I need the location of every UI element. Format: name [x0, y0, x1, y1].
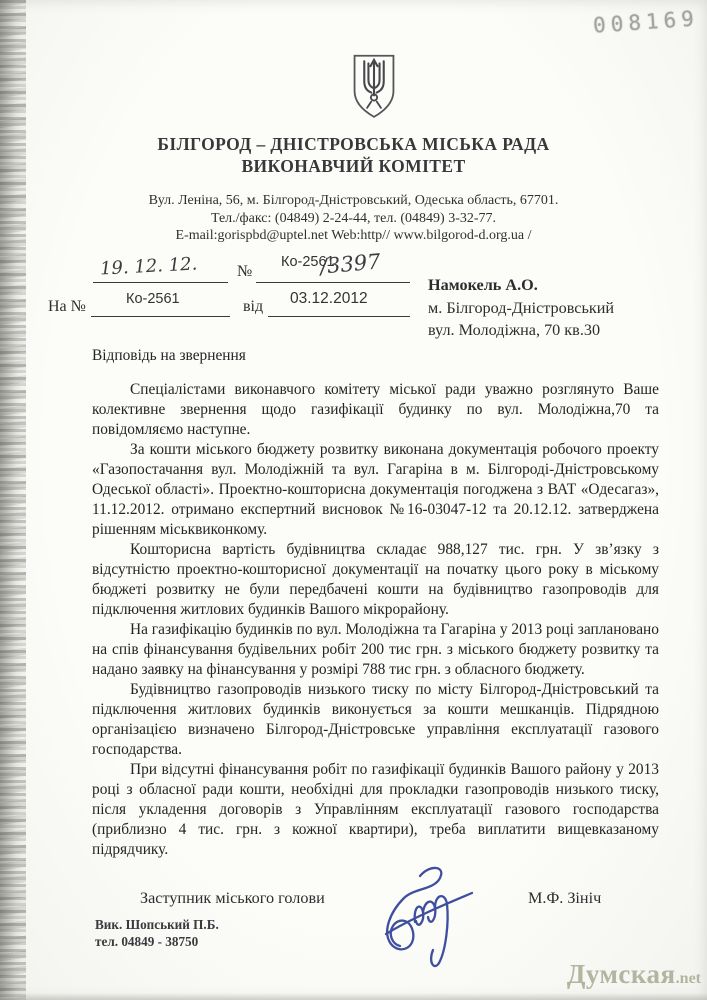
signer-name: М.Ф. Зініч [528, 889, 602, 907]
address-block [0, 192, 707, 245]
scan-edge-bottom [0, 993, 707, 1000]
executor-block [95, 916, 219, 950]
reference-block [0, 250, 420, 330]
organization-header [0, 133, 707, 177]
outgoing-number-typed: Ко-2561 [281, 254, 335, 270]
outgoing-number-underline [256, 282, 410, 283]
letter-subject: Відповідь на звернення [92, 347, 246, 364]
registration-stamp-number: 008169 [592, 6, 700, 38]
recipient-name: Намокель А.О. [428, 276, 538, 294]
recipient-street: вул. Молодіжна, 70 кв.30 [428, 321, 601, 339]
outgoing-date-handwritten: 19. 12. 12. [99, 253, 198, 280]
handwritten-signature [358, 860, 483, 968]
incoming-date-underline [268, 316, 410, 317]
watermark-main-text: Думская [566, 959, 676, 989]
phone-line: Тел./факс: (04849) 2-24-44, тел. (04849) 3-32-77. [210, 210, 497, 226]
body-paragraph: На газифікацію будинків по вул. Молодіжна та Гагаріна у 2013 році заплановано на спів фінансування будівельних робіт 200 тис грн. з міського бюджету розвитку та надано заявку на фінансування у розмірі 788 тис грн. з обласного бюджету. [92, 621, 659, 678]
dumskaya-watermark [567, 959, 701, 990]
recipient-city: м. Білгород-Дністровський [428, 298, 615, 317]
signer-position: Заступник міського голови [140, 889, 325, 907]
outgoing-number-handwritten: /3397 [319, 249, 382, 279]
organization-name: БІЛГОРОД – ДНІСТРОВСЬКА МІСЬКА РАДА [157, 134, 550, 154]
number-sign-label: № [237, 263, 253, 280]
vid-label: від [243, 298, 264, 315]
recipient-block [428, 274, 614, 342]
body-paragraph: Будівництво газопроводів низького тиску по місту Білгород-Дністровський та підключення житлових будинків виконується за кошти мешканців. Підрядною організацією визначено Білгород-Дністровське управління експлуатації газового господарства. [92, 681, 659, 758]
ukraine-trident-emblem-icon [349, 52, 399, 122]
body-paragraph: Кошторисна вартість будівництва складає 988,127 тис. грн. У зв’язку з відсутністю проектно-кошторисної документації на початку цього року в міському бюджеті розвитку не були передбачені кошти на будівництво газопроводів для підключення житлових будинків Вашого мікрорайону. [92, 541, 659, 618]
incoming-number-label: На № [48, 298, 86, 315]
incoming-date-typed: 03.12.2012 [290, 290, 368, 307]
body-paragraph: При відсутні фінансування робіт по газифікації будинків Вашого району у 2013 році з обласної ради кошти, необхідні для прокладки газопроводів низького тиску, після укладення договорів з Управлінням експлуатації газового господарства (приблизно 4 тис. грн. з кожної квартири), треба виплатити вищевказаному підрядчику. [92, 761, 659, 858]
letter-body [92, 346, 659, 860]
body-paragraph: Спеціалістами виконавчого комітету міської ради уважно розглянуто Ваше колективне звернення щодо газифікації будинку по вул. Молодіжна,70 та повідомляємо наступне. [92, 381, 659, 438]
incoming-number-underline [91, 316, 230, 317]
contacts-line: E-mail:gorispbd@uptel.net Web:http// www.bilgorod-d.org.ua / [175, 228, 532, 243]
outgoing-date-underline [93, 282, 228, 283]
executor-phone: тел. 04849 - 38750 [95, 934, 199, 949]
organization-subname: ВИКОНАВЧИЙ КОМІТЕТ [241, 156, 466, 176]
body-paragraph: За кошти міського бюджету розвитку виконана документація робочого проекту «Газопостачання вул. Молодіжній та вул. Гагаріна в м. Білгороді-Дністровському Одеської області». Проектно-кошторисна документація погоджена з ВАТ «Одесагаз», 11.12.2012. отримано експертний висновок №16-03047-12 та 20.12.12. затверджена рішенням міськвиконкому. [92, 441, 659, 538]
watermark-suffix-text: .net [675, 970, 701, 987]
address-line: Вул. Леніна, 56, м. Білгород-Дністровський, Одеська область, 67701. [148, 193, 559, 208]
incoming-number-typed: Ко-2561 [126, 291, 180, 307]
executor-name: Вик. Шопський П.Б. [95, 917, 219, 932]
